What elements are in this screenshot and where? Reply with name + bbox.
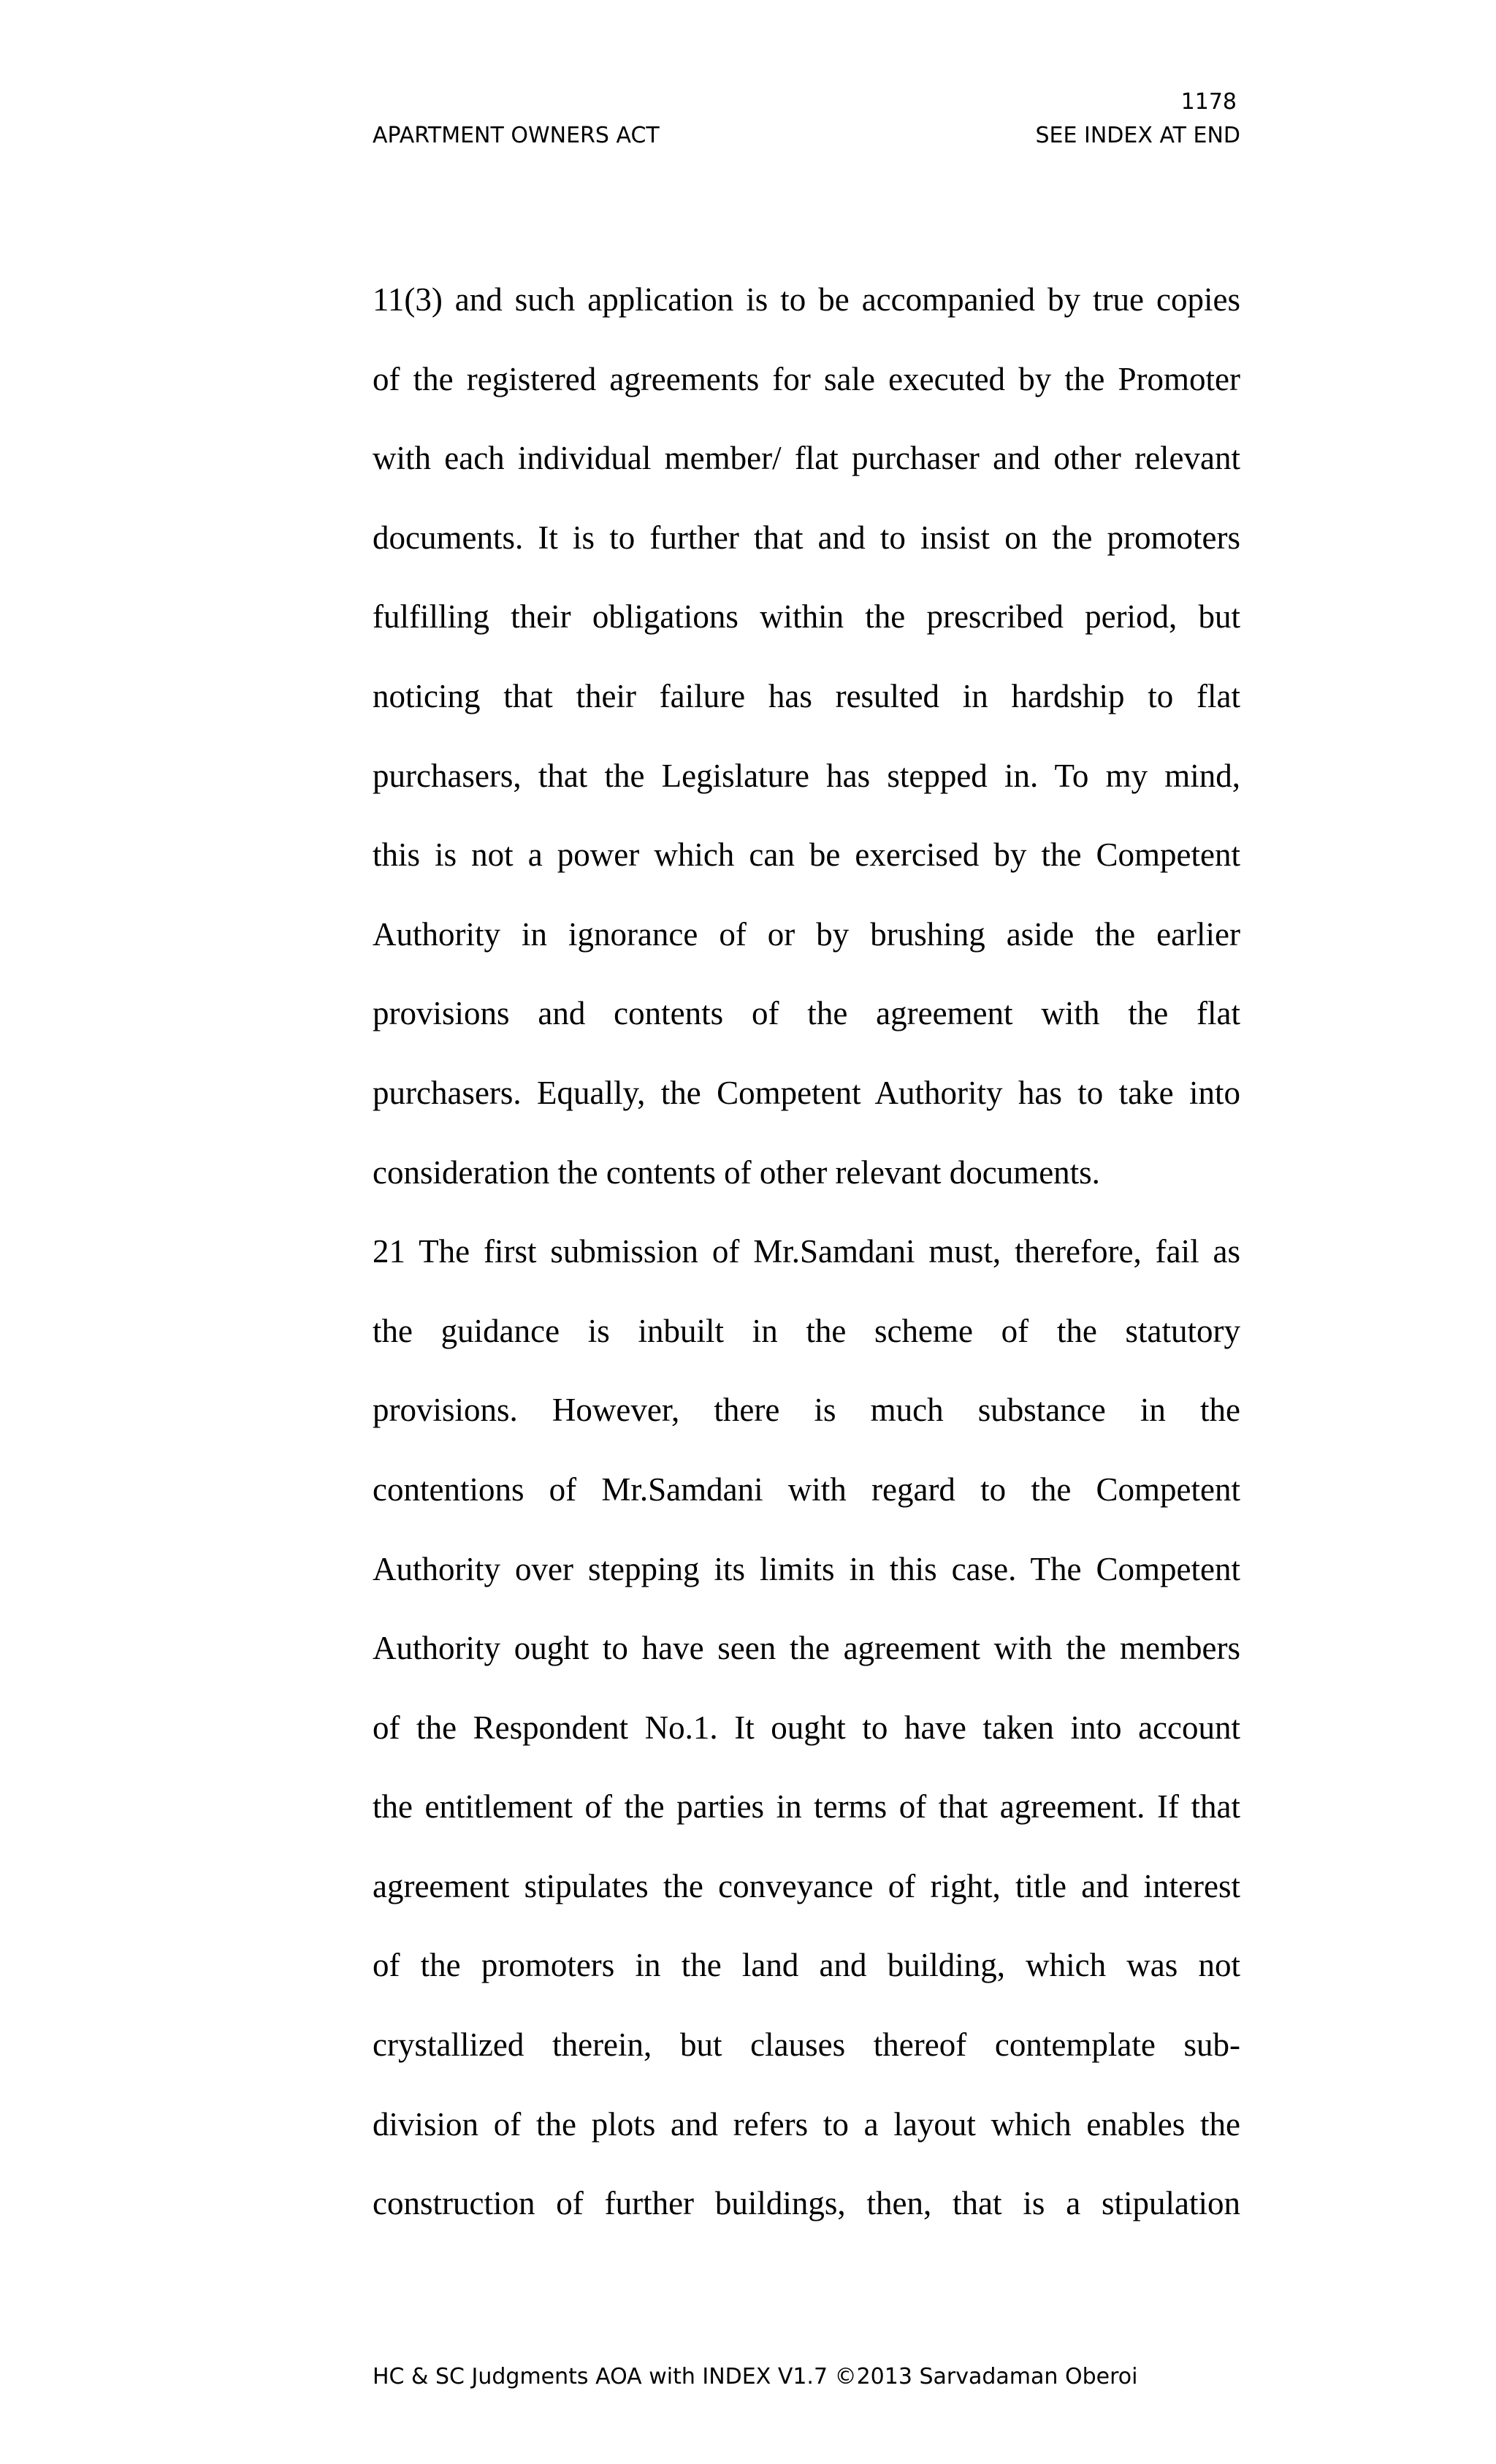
body-line: purchasers, that the Legislature has stepped in. To my mind,: [373, 757, 1240, 794]
body-line: purchasers. Equally, the Competent Authority has to take into: [373, 1074, 1240, 1111]
body-line: of the registered agreements for sale executed by the Promoter: [373, 360, 1240, 397]
body-line: provisions. However, there is much substance in the: [373, 1392, 1240, 1429]
body-line: Authority in ignorance of or by brushing aside the earlier: [373, 915, 1240, 953]
body-line: crystallized therein, but clauses thereof contemplate sub-: [373, 2026, 1240, 2064]
page-number: 1178: [1180, 89, 1237, 115]
body-line: 21 The first submission of Mr.Samdani must, therefore, fail as: [373, 1233, 1240, 1270]
body-line: construction of further buildings, then, that is a stipulation: [373, 2185, 1240, 2222]
judgment-body-text: [373, 260, 1240, 2243]
body-line: of the Respondent No.1. It ought to have taken into account: [373, 1709, 1240, 1746]
body-line: this is not a power which can be exercised by the Competent: [373, 836, 1240, 874]
running-header-index-note: SEE INDEX AT END: [1035, 123, 1240, 148]
body-line: of the promoters in the land and building, which was not: [373, 1947, 1240, 1984]
body-line: fulfilling their obligations within the prescribed period, but: [373, 598, 1240, 636]
body-line: with each individual member/ flat purchaser and other relevant: [373, 440, 1240, 477]
body-line: agreement stipulates the conveyance of right, title and interest: [373, 1867, 1240, 1904]
body-line: noticing that their failure has resulted in hardship to flat: [373, 677, 1240, 714]
body-line: contentions of Mr.Samdani with regard to the Competent: [373, 1471, 1240, 1508]
body-line: 11(3) and such application is to be accompanied by true copies: [373, 281, 1240, 318]
body-line: the entitlement of the parties in terms of that agreement. If that: [373, 1788, 1240, 1826]
body-line: consideration the contents of other relevant documents.: [373, 1153, 1100, 1191]
page-footer: HC & SC Judgments AOA with INDEX V1.7 ©2013 Sarvadaman Oberoi: [373, 2364, 1138, 2389]
running-header-title: APARTMENT OWNERS ACT: [373, 123, 660, 148]
body-line: provisions and contents of the agreement with the flat: [373, 995, 1240, 1032]
body-line: the guidance is inbuilt in the scheme of the statutory: [373, 1312, 1240, 1349]
body-line: Authority ought to have seen the agreement with the members: [373, 1630, 1240, 1667]
body-line: documents. It is to further that and to insist on the promoters: [373, 519, 1240, 556]
body-line: division of the plots and refers to a layout which enables the: [373, 2105, 1240, 2143]
body-line: Authority over stepping its limits in this case. The Competent: [373, 1550, 1240, 1587]
